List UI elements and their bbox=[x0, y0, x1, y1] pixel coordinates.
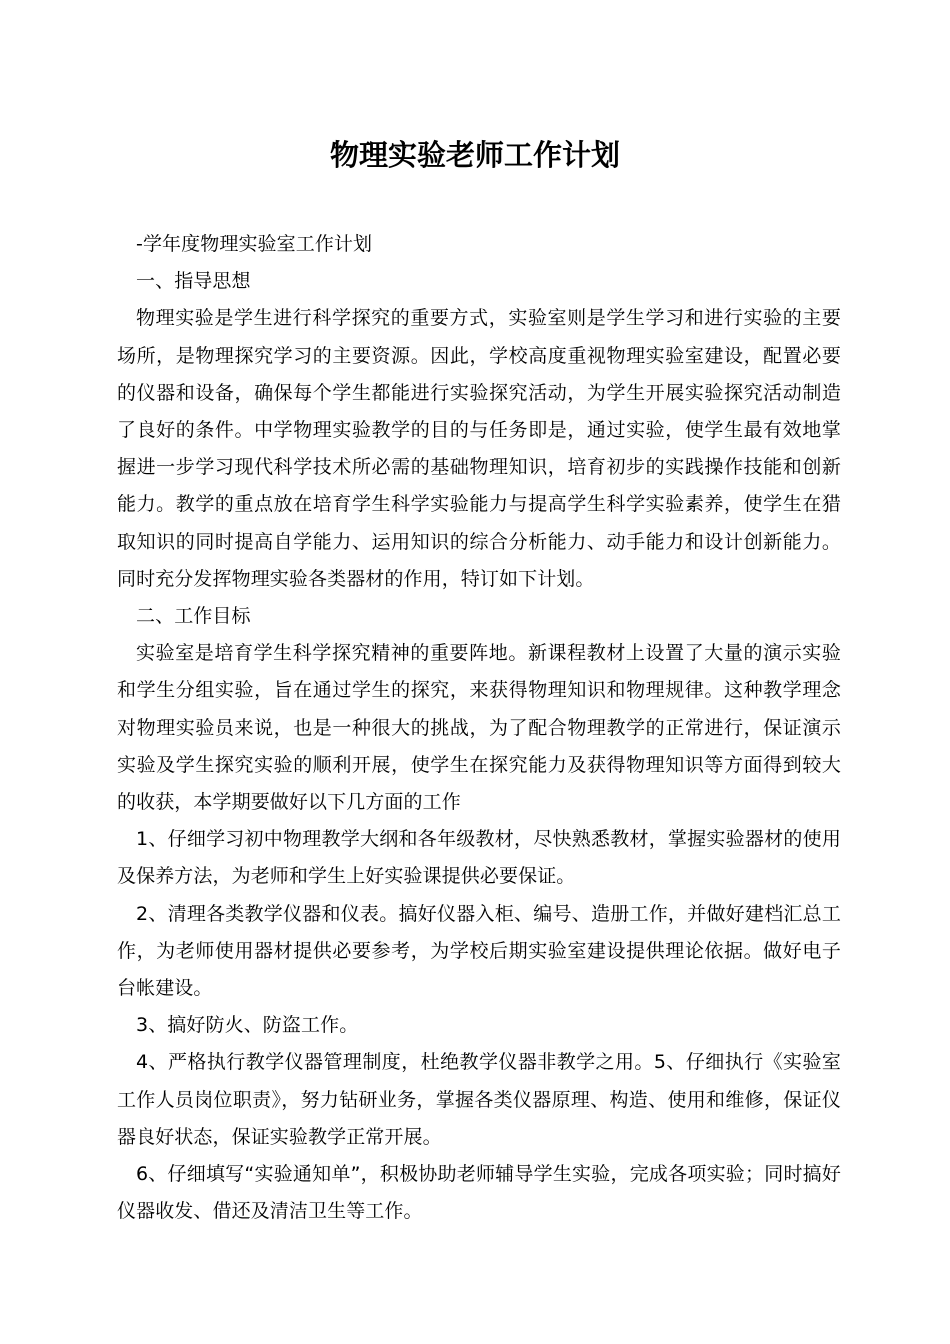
list-item-4-5: 4、严格执行教学仪器管理制度，杜绝教学仪器非教学之用。5、仔细执行《实验室工作人员岗位职责》，努力钻研业务，掌握各类仪器原理、构造、使用和维修，保证仪器良好状态，保证实验教学正常开展。 bbox=[117, 1051, 841, 1148]
document-body bbox=[117, 226, 841, 1230]
paragraph-guiding-idea: 物理实验是学生进行科学探究的重要方式，实验室则是学生学习和进行实验的主要场所，是物理探究学习的主要资源。因此，学校高度重视物理实验室建设，配置必要的仪器和设备，确保每个学生都能进行实验探究活动，为学生开展实验探究活动制造了良好的条件。中学物理实验教学的目的与任务即是，通过实验，使学生最有效地掌握进一步学习现代科学技术所必需的基础物理知识，培育初步的实践操作技能和创新能力。教学的重点放在培育学生科学实验能力与提高学生科学实验素养，使学生在猎取知识的同时提高自学能力、运用知识的综合分析能力、动手能力和设计创新能力。同时充分发挥物理实验各类器材的作用，特订如下计划。 bbox=[117, 307, 841, 590]
section-heading-guiding-idea: 一、指导思想 bbox=[136, 270, 251, 293]
list-item-1: 1、仔细学习初中物理教学大纲和各年级教材，尽快熟悉教材，掌握实验器材的使用及保养方法，为老师和学生上好实验课提供必要保证。 bbox=[117, 828, 841, 888]
section-heading-work-goals: 二、工作目标 bbox=[136, 605, 251, 628]
document-title: 物理实验老师工作计划 bbox=[329, 138, 620, 172]
list-item-3: 3、搞好防火、防盗工作。 bbox=[136, 1014, 359, 1037]
list-item-6: 6、仔细填写“实验通知单”，积极协助老师辅导学生实验，完成各项实验；同时搞好仪器收发、借还及清洁卫生等工作。 bbox=[117, 1163, 841, 1223]
paragraph-work-goals: 实验室是培育学生科学探究精神的重要阵地。新课程教材上设置了大量的演示实验和学生分组实验，旨在通过学生的探究，来获得物理知识和物理规律。这种教学理念对物理实验员来说，也是一种很大的挑战，为了配合物理教学的正常进行，保证演示实验及学生探究实验的顺利开展，使学生在探究能力及获得物理知识等方面得到较大的收获，本学期要做好以下几方面的工作 bbox=[117, 642, 841, 814]
list-item-2: 2、清理各类教学仪器和仪表。搞好仪器入柜、编号、造册工作，并做好建档汇总工作，为老师使用器材提供必要参考，为学校后期实验室建设提供理论依据。做好电子台帐建设。 bbox=[117, 902, 841, 1000]
subtitle-line: -学年度物理实验室工作计划 bbox=[136, 233, 373, 255]
